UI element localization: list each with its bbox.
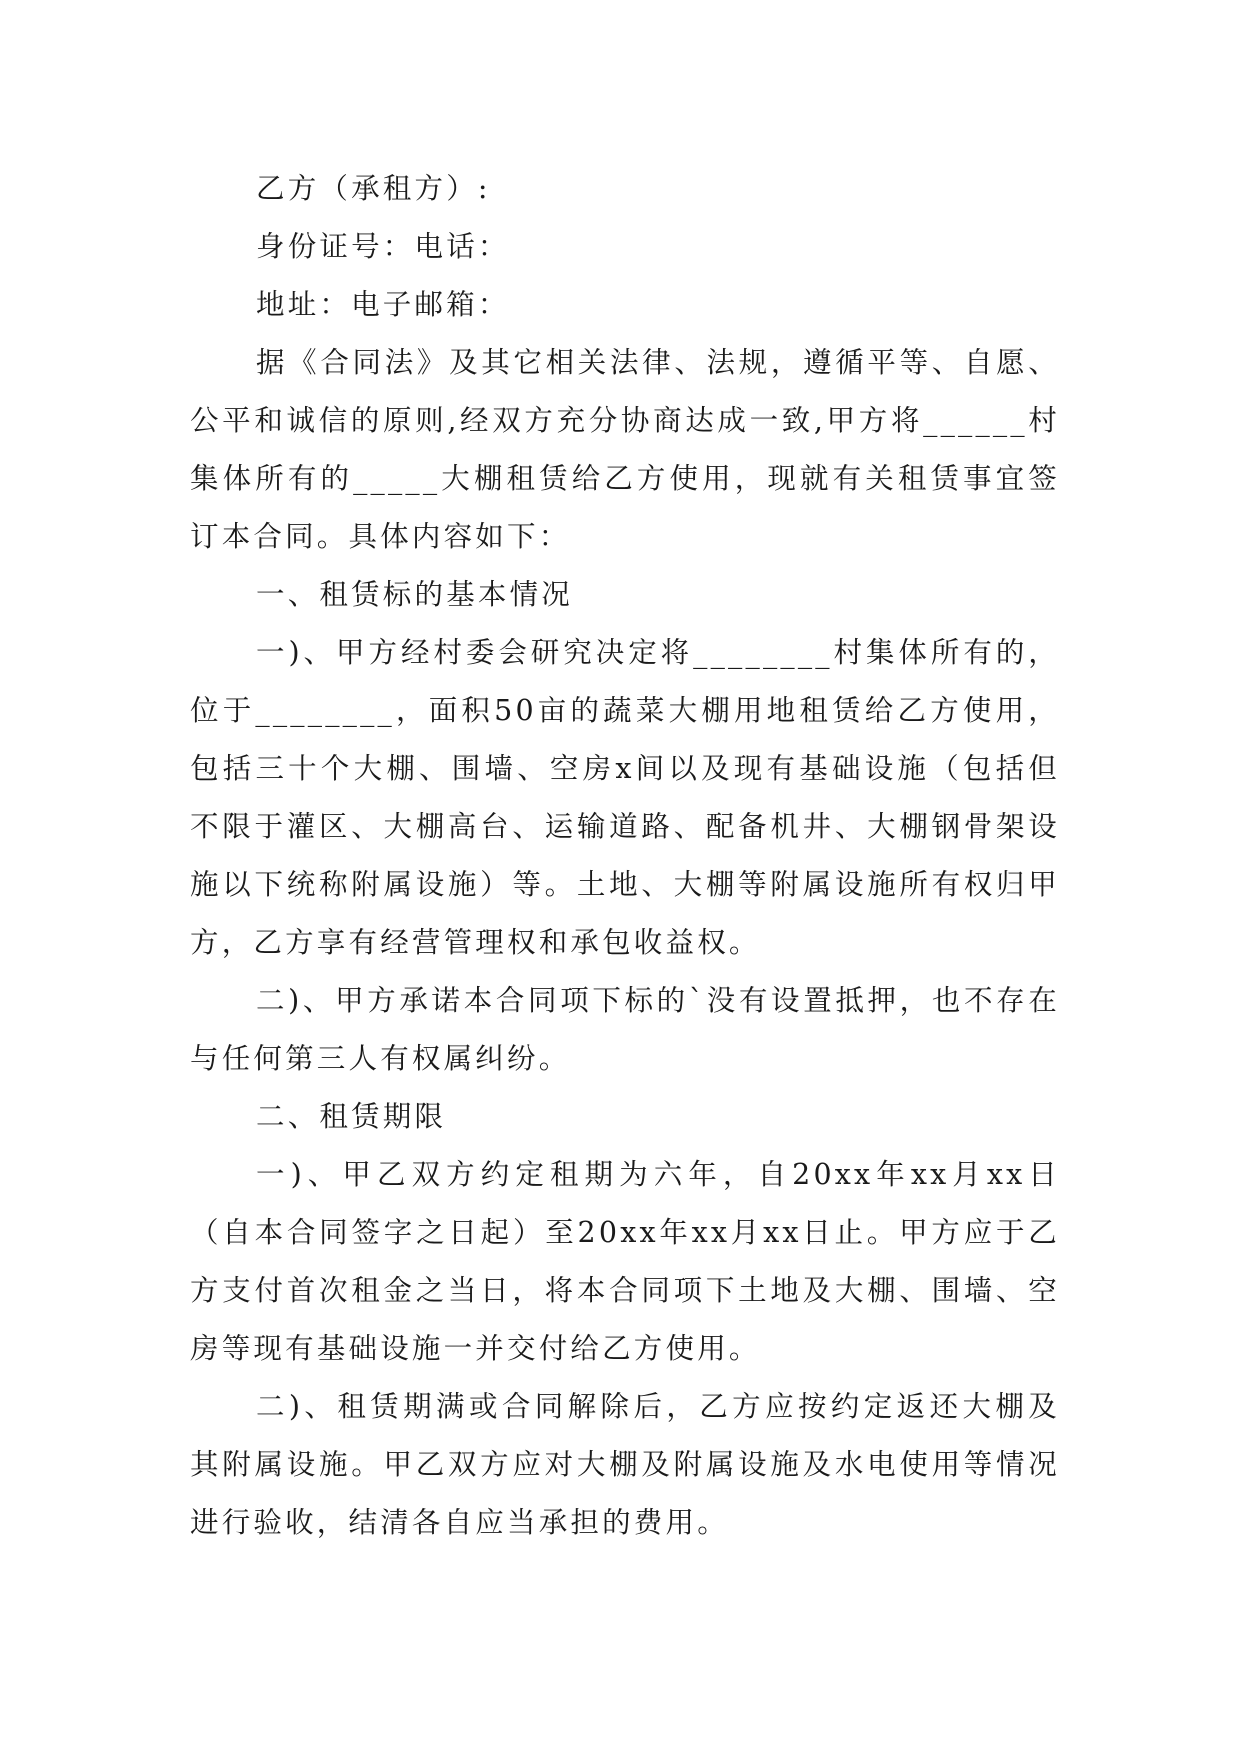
section-1-heading: 一、租赁标的基本情况	[256, 578, 574, 611]
id-phone-line: 身份证号：电话：	[256, 230, 510, 263]
document-body	[190, 160, 1060, 1552]
section-2-clause-2: 二)、租赁期满或合同解除后，乙方应按约定返还大棚及其附属设施。甲乙双方应对大棚及附属设施及水电使用等情况进行验收，结清各自应当承担的费用。	[190, 1390, 1060, 1539]
section-1-clause-2: 二)、甲方承诺本合同项下标的`没有设置抵押，也不存在与任何第三人有权属纠纷。	[190, 984, 1060, 1075]
section-1-clause-1: 一)、甲方经村委会研究决定将________村集体所有的，位于________，面积50亩的蔬菜大棚用地租赁给乙方使用，包括三十个大棚、围墙、空房x间以及现有基础设施（包括但不限于灌区、大棚高台、运输道路、配备机井、大棚钢骨架设施以下统称附属设施）等。土地、大棚等附属设施所有权归甲方，乙方享有经营管理权和承包收益权。	[190, 636, 1060, 959]
preamble-paragraph: 据《合同法》及其它相关法律、法规，遵循平等、自愿、公平和诚信的原则,经双方充分协商达成一致,甲方将______村集体所有的_____大棚租赁给乙方使用，现就有关租赁事宜签订本合同。具体内容如下：	[190, 346, 1060, 553]
address-email-line: 地址：电子邮箱：	[256, 288, 510, 321]
section-2-heading: 二、租赁期限	[256, 1100, 447, 1133]
section-2-clause-1: 一)、甲乙双方约定租期为六年，自20xx年xx月xx日（自本合同签字之日起）至20xx年xx月xx日止。甲方应于乙方支付首次租金之当日，将本合同项下土地及大棚、围墙、空房等现有基础设施一并交付给乙方使用。	[190, 1158, 1060, 1365]
party-b-heading: 乙方（承租方）:	[256, 172, 491, 205]
